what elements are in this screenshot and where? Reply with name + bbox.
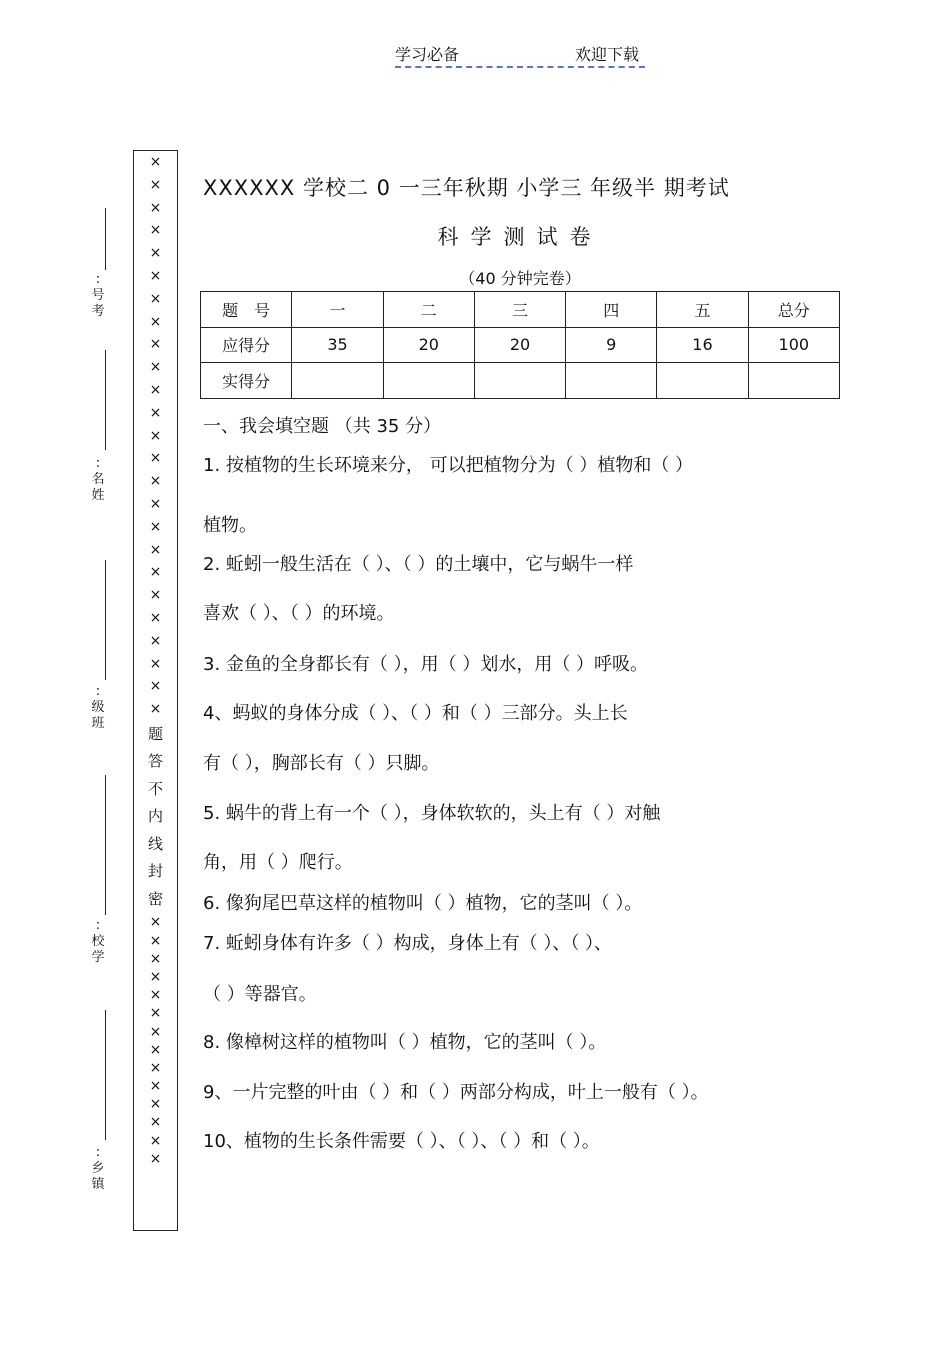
header-left-text: 学习必备 [395,45,460,64]
side-line [105,560,106,680]
cross-mark: × [149,1078,162,1095]
score-input-cell[interactable] [657,363,748,399]
score-input-cell[interactable] [474,363,565,399]
cross-mark: × [149,564,162,581]
seal-char: 不 [147,779,163,798]
question-line: 5. 蜗牛的背上有一个（ ），身体软软的，头上有（ ）对触 [203,803,661,824]
question-line: 3. 金鱼的全身都长有（ ），用（ ）划水，用（ ）呼吸。 [203,654,649,675]
score-table [200,291,840,399]
seal-char: 答 [147,752,163,771]
table-cell: 16 [657,327,748,363]
question-line: 喜欢（ ）、（ ）的环境。 [203,603,395,624]
seal-char: 密 [147,889,163,908]
table-cell: 二 [383,292,474,328]
question-line: 1. 按植物的生长环境来分， 可以把植物分为（ ）植物和（ ） [203,455,694,476]
page-header [395,42,645,68]
table-cell: 题 号 [201,292,292,328]
cross-mark: × [149,932,162,949]
cross-mark: × [149,450,162,467]
cross-mark: × [149,950,162,967]
side-label-class: : 级班 [91,684,105,731]
cross-mark: × [149,1150,162,1167]
cross-mark: × [149,290,162,307]
cross-mark: × [149,632,162,649]
side-label-name: : 名姓 [91,456,105,503]
cross-mark: × [149,1005,162,1022]
question-line: 9、一片完整的叶由（ ）和（ ）两部分构成，叶上一般有（ ）。 [203,1082,709,1103]
seal-char: 题 [147,724,163,743]
side-line [105,775,106,915]
cross-mark: × [149,199,162,216]
cross-mark: × [149,267,162,284]
table-row [201,292,840,328]
side-line [105,208,106,270]
cross-mark: × [149,678,162,695]
cross-mark: × [149,473,162,490]
exam-time-note: （40 分钟完卷） [459,269,581,288]
cross-mark: × [149,914,162,931]
cross-mark: × [149,655,162,672]
question-line: 8. 像樟树这样的植物叫（ ）植物，它的茎叫（ ）。 [203,1032,607,1053]
side-label-town: : 乡镇 [91,1145,105,1192]
table-cell: 五 [657,292,748,328]
table-cell: 20 [474,327,565,363]
table-row [201,327,840,363]
cross-mark: × [149,609,162,626]
cross-mark: × [149,968,162,985]
table-cell: 总分 [748,292,839,328]
cross-mark: × [149,987,162,1004]
seal-char: 线 [147,834,163,853]
question-line: 10、植物的生长条件需要（ ）、（ ）、（ ）和（ ）。 [203,1131,600,1152]
table-row [201,363,840,399]
question-line: 角，用（ ）爬行。 [203,852,353,873]
table-cell: 应得分 [201,327,292,363]
score-input-cell[interactable] [748,363,839,399]
side-label-exam-number: : 号考 [91,272,105,319]
cross-mark: × [149,359,162,376]
exam-title: XXXXXX 学校二 0 一三年秋期 小学三 年级半 期考试 [203,176,730,200]
cross-mark: × [149,1023,162,1040]
score-input-cell[interactable] [566,363,657,399]
cross-mark: × [149,1132,162,1149]
section-title: 一、我会填空题 （共 35 分） [203,416,442,437]
cross-mark: × [149,495,162,512]
exam-subtitle: 科学测试卷 [437,225,603,249]
cross-mark: × [149,176,162,193]
cross-mark: × [149,541,162,558]
question-line: 7. 蚯蚓身体有许多（ ）构成，身体上有（ ）、（ ）、 [203,933,613,954]
question-line: 6. 像狗尾巴草这样的植物叫（ ）植物，它的茎叫（ ）。 [203,893,643,914]
side-line [105,1010,106,1140]
header-right-text: 欢迎下载 [574,45,639,64]
side-label-school: : 校学 [91,918,105,965]
table-cell: 一 [292,292,383,328]
table-cell: 100 [748,327,839,363]
cross-mark: × [149,587,162,604]
cross-mark: × [149,404,162,421]
cross-mark: × [149,336,162,353]
seal-char: 内 [147,807,163,826]
cross-mark: × [149,1096,162,1113]
score-input-cell[interactable] [383,363,474,399]
score-input-cell[interactable] [292,363,383,399]
cross-mark: × [149,427,162,444]
table-cell: 四 [566,292,657,328]
cross-mark: × [149,1114,162,1131]
table-cell: 实得分 [201,363,292,399]
table-cell: 20 [383,327,474,363]
cross-mark: × [149,154,162,170]
table-cell: 三 [474,292,565,328]
cross-mark: × [149,518,162,535]
question-line: 2. 蚯蚓一般生活在（ ）、（ ）的土壤中，它与蜗牛一样 [203,554,634,575]
question-line: 植物。 [203,515,257,536]
cross-mark: × [149,701,162,718]
table-cell: 9 [566,327,657,363]
question-line: （ ）等器官。 [203,984,317,1005]
cross-mark: × [149,245,162,262]
question-line: 有（ ），胸部长有（ ）只脚。 [203,753,440,774]
seal-char: 封 [147,862,163,881]
cross-mark: × [149,313,162,330]
side-line [105,350,106,450]
cross-mark: × [149,222,162,239]
seal-line-box [133,150,178,1231]
table-cell: 35 [292,327,383,363]
cross-mark: × [149,1059,162,1076]
cross-mark: × [149,381,162,398]
cross-mark: × [149,1041,162,1058]
question-line: 4、蚂蚁的身体分成（ ）、（ ）和（ ）三部分。头上长 [203,703,628,724]
